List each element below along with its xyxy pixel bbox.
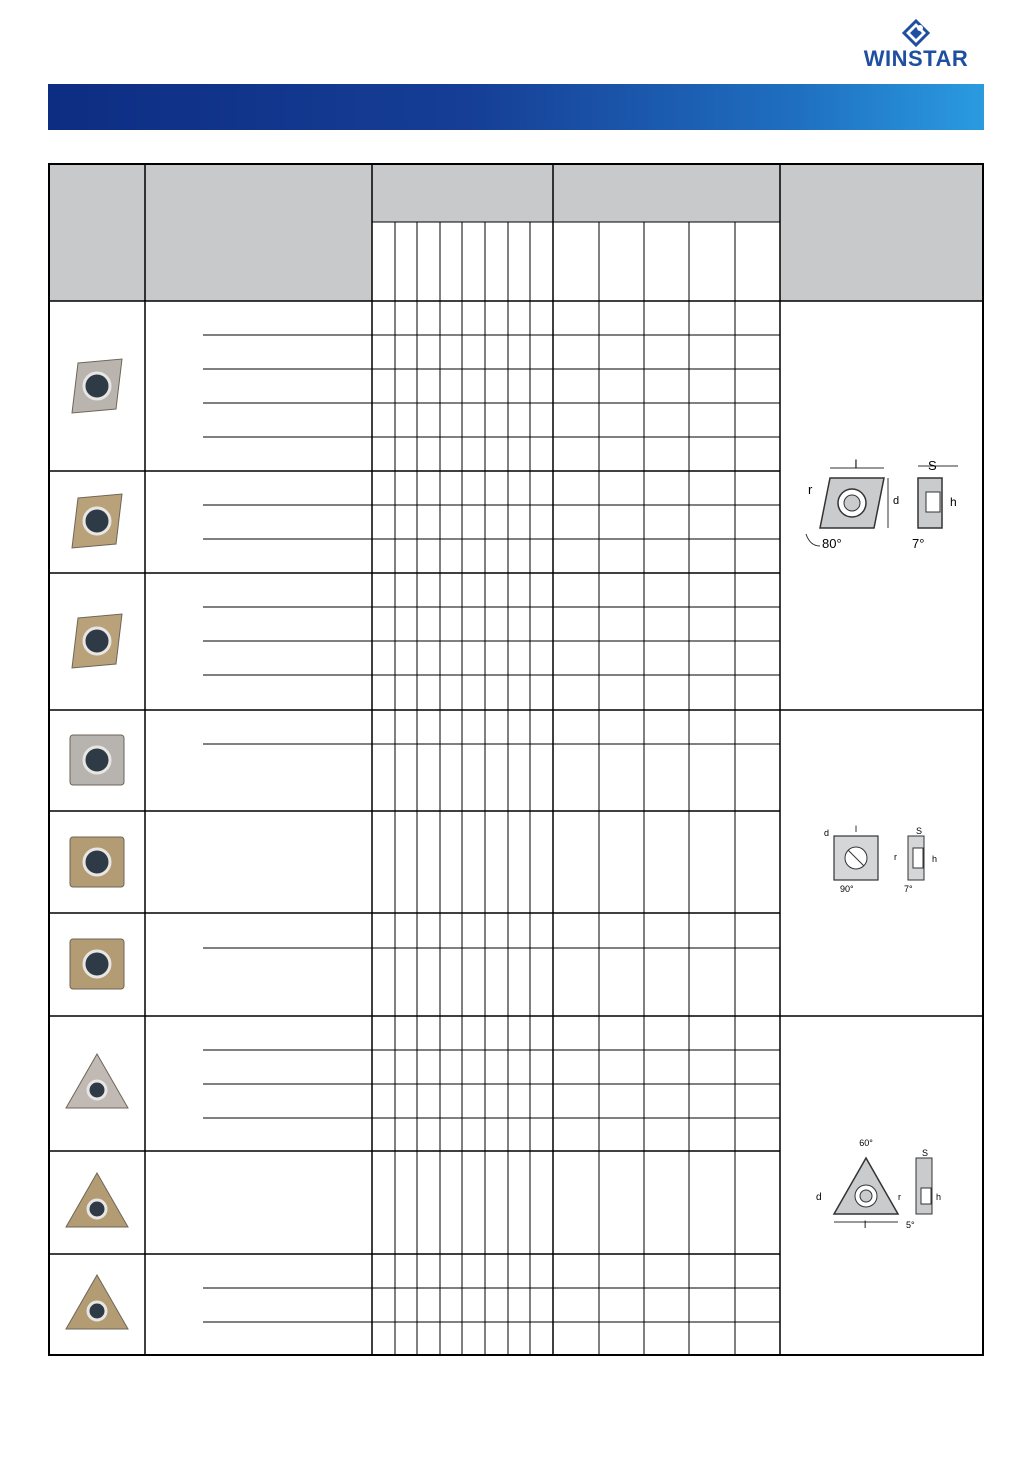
- dim-l-label: l: [864, 1220, 867, 1231]
- dim-r-label: r: [894, 852, 897, 862]
- angle-label: 90°: [840, 884, 854, 894]
- dim-h-label: h: [932, 854, 938, 864]
- dim-l-label: l: [854, 457, 858, 471]
- insert-image: [62, 1269, 132, 1339]
- dim-h-label: h: [950, 495, 957, 509]
- dim-r-label: r: [808, 482, 813, 497]
- top-angle-label: 60°: [859, 1138, 873, 1148]
- clearance-label: 7°: [912, 536, 925, 551]
- square-insert-diagram: [818, 822, 958, 898]
- dim-h-label: h: [936, 1192, 942, 1202]
- brand-name: WINSTAR: [863, 46, 969, 71]
- dim-d-label: d: [824, 828, 830, 838]
- insert-image: [62, 351, 132, 421]
- dim-d-label: d: [893, 495, 900, 507]
- clearance-label: 5°: [906, 1220, 915, 1230]
- dim-r-label: r: [898, 1192, 901, 1202]
- angle-label: 80°: [822, 536, 842, 551]
- insert-image: [62, 827, 132, 897]
- rhombic-insert-diagram: [796, 456, 976, 556]
- table-header: [49, 164, 983, 301]
- dim-s-label: S: [916, 826, 923, 836]
- triangle-insert-diagram: [810, 1134, 960, 1234]
- insert-image: [62, 725, 132, 795]
- insert-image: [62, 606, 132, 676]
- insert-image: [62, 1167, 132, 1237]
- insert-image: [62, 1048, 132, 1118]
- dim-s-label: S: [922, 1148, 929, 1158]
- dim-l-label: l: [855, 824, 857, 834]
- insert-image: [62, 929, 132, 999]
- dim-s-label: S: [928, 458, 937, 473]
- dim-d-label: d: [816, 1192, 822, 1203]
- clearance-label: 7°: [904, 884, 913, 894]
- insert-image: [62, 486, 132, 556]
